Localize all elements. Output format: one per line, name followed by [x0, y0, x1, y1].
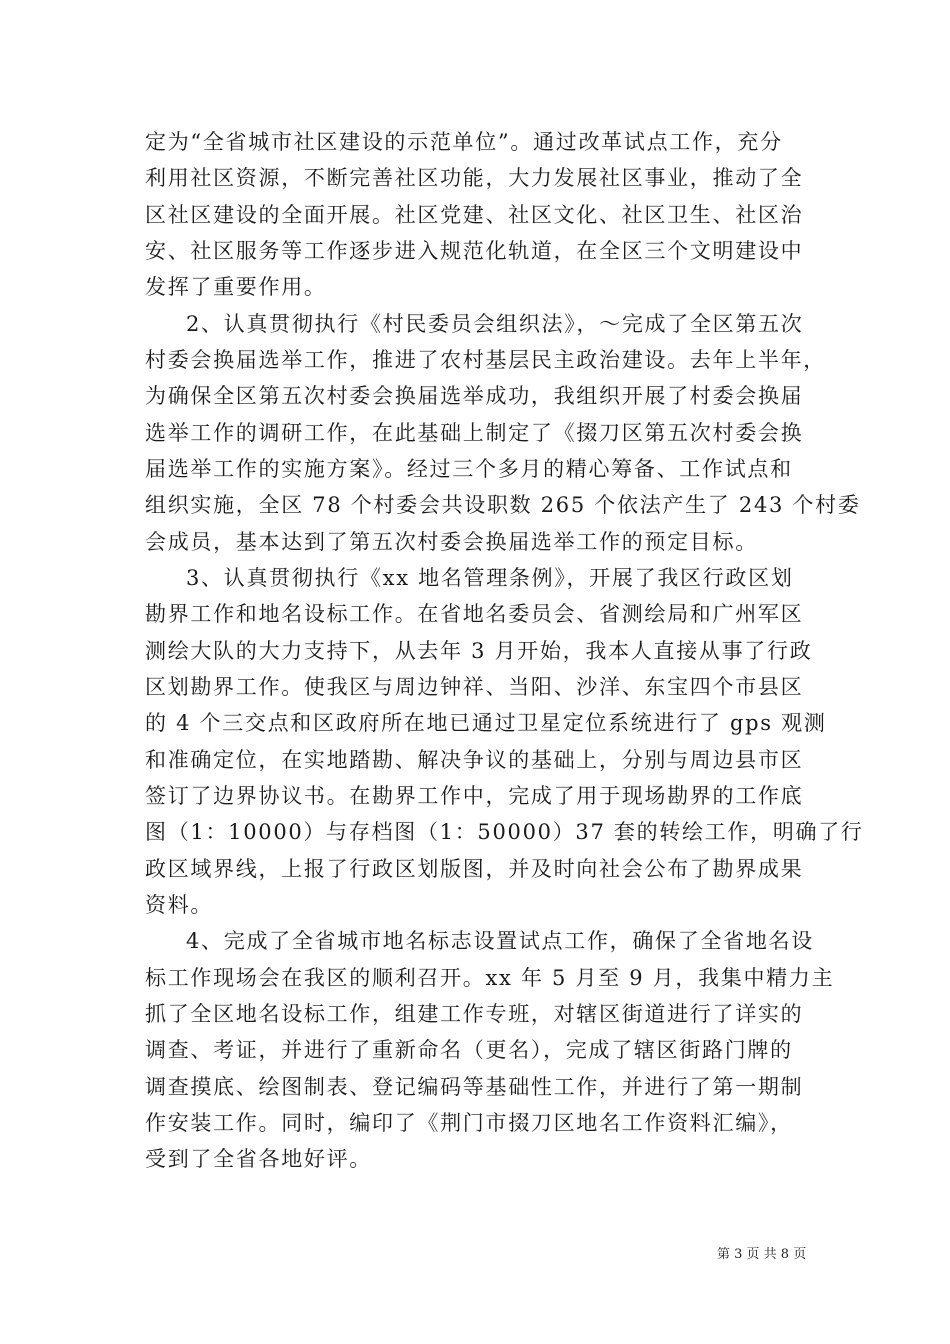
text-line: 政区域界线，上报了行政区划版图，并及时向社会公布了勘界成果	[145, 857, 804, 881]
text-line: 和准确定位，在实地踏勘、解决争议的基础上，分别与周边县市区	[145, 748, 804, 772]
text-line: 2、认真贯彻执行《村民委员会组织法》，～完成了全区第五次	[186, 312, 804, 336]
text-line: 村委会换届选举工作，推进了农村基层民主政治建设。去年上半年，	[145, 348, 826, 372]
text-line: 测绘大队的大力支持下，从去年 3 月开始，我本人直接从事了行政	[145, 639, 813, 663]
text-line: 4、完成了全省城市地名标志设置试点工作，确保了全省地名设	[186, 929, 814, 953]
text-line: 图（1：10000）与存档图（1：50000）37 套的转绘工作，明确了行	[145, 820, 864, 844]
text-line: 资料。	[145, 893, 214, 917]
text-line: 作安装工作。同时，编印了《荆门市掇刀区地名工作资料汇编》，	[145, 1111, 793, 1135]
text-line: 勘界工作和地名设标工作。在省地名委员会、省测绘局和广州军区	[145, 602, 804, 626]
text-line: 受到了全省各地好评。	[145, 1147, 372, 1171]
text-line: 的 4 个三交点和区政府所在地已通过卫星定位系统进行了 gps 观测	[145, 711, 827, 735]
text-line: 为确保全区第五次村委会换届选举成功，我组织开展了村委会换届	[145, 384, 804, 408]
page-number: 第 3 页 共 8 页	[717, 1247, 807, 1262]
text-line: 安、社区服务等工作逐步进入规范化轨道，在全区三个文明建设中	[145, 239, 804, 263]
text-line: 定为“全省城市社区建设的示范单位”。通过改革试点工作，充分	[145, 130, 783, 154]
text-line: 发挥了重要作用。	[145, 275, 327, 299]
text-line: 组织实施，全区 78 个村委会共设职数 265 个依法产生了 243 个村委	[145, 493, 861, 517]
text-line: 标工作现场会在我区的顺利召开。xx 年 5 月至 9 月，我集中精力主	[145, 966, 835, 990]
text-line: 会成员，基本达到了第五次村委会换届选举工作的预定目标。	[145, 530, 758, 554]
text-line: 届选举工作的实施方案》。经过三个多月的精心筹备、工作试点和	[145, 457, 793, 481]
text-line: 调查摸底、绘图制表、登记编码等基础性工作，并进行了第一期制	[145, 1075, 804, 1099]
text-line: 签订了边界协议书。在勘界工作中，完成了用于现场勘界的工作底	[145, 784, 804, 808]
text-line: 抓了全区地名设标工作，组建工作专班，对辖区街道进行了详实的	[145, 1002, 804, 1026]
text-line: 利用社区资源，不断完善社区功能，大力发展社区事业，推动了全	[145, 166, 804, 190]
text-line: 调查、考证，并进行了重新命名（更名），完成了辖区街路门牌的	[145, 1038, 793, 1062]
text-line: 选举工作的调研工作，在此基础上制定了《掇刀区第五次村委会换	[145, 421, 804, 445]
text-line: 区社区建设的全面开展。社区党建、社区文化、社区卫生、社区治	[145, 203, 804, 227]
text-line: 3、认真贯彻执行《xx 地名管理条例》，开展了我区行政区划	[186, 566, 794, 590]
text-line: 区划勘界工作。使我区与周边钟祥、当阳、沙洋、东宝四个市县区	[145, 675, 804, 699]
